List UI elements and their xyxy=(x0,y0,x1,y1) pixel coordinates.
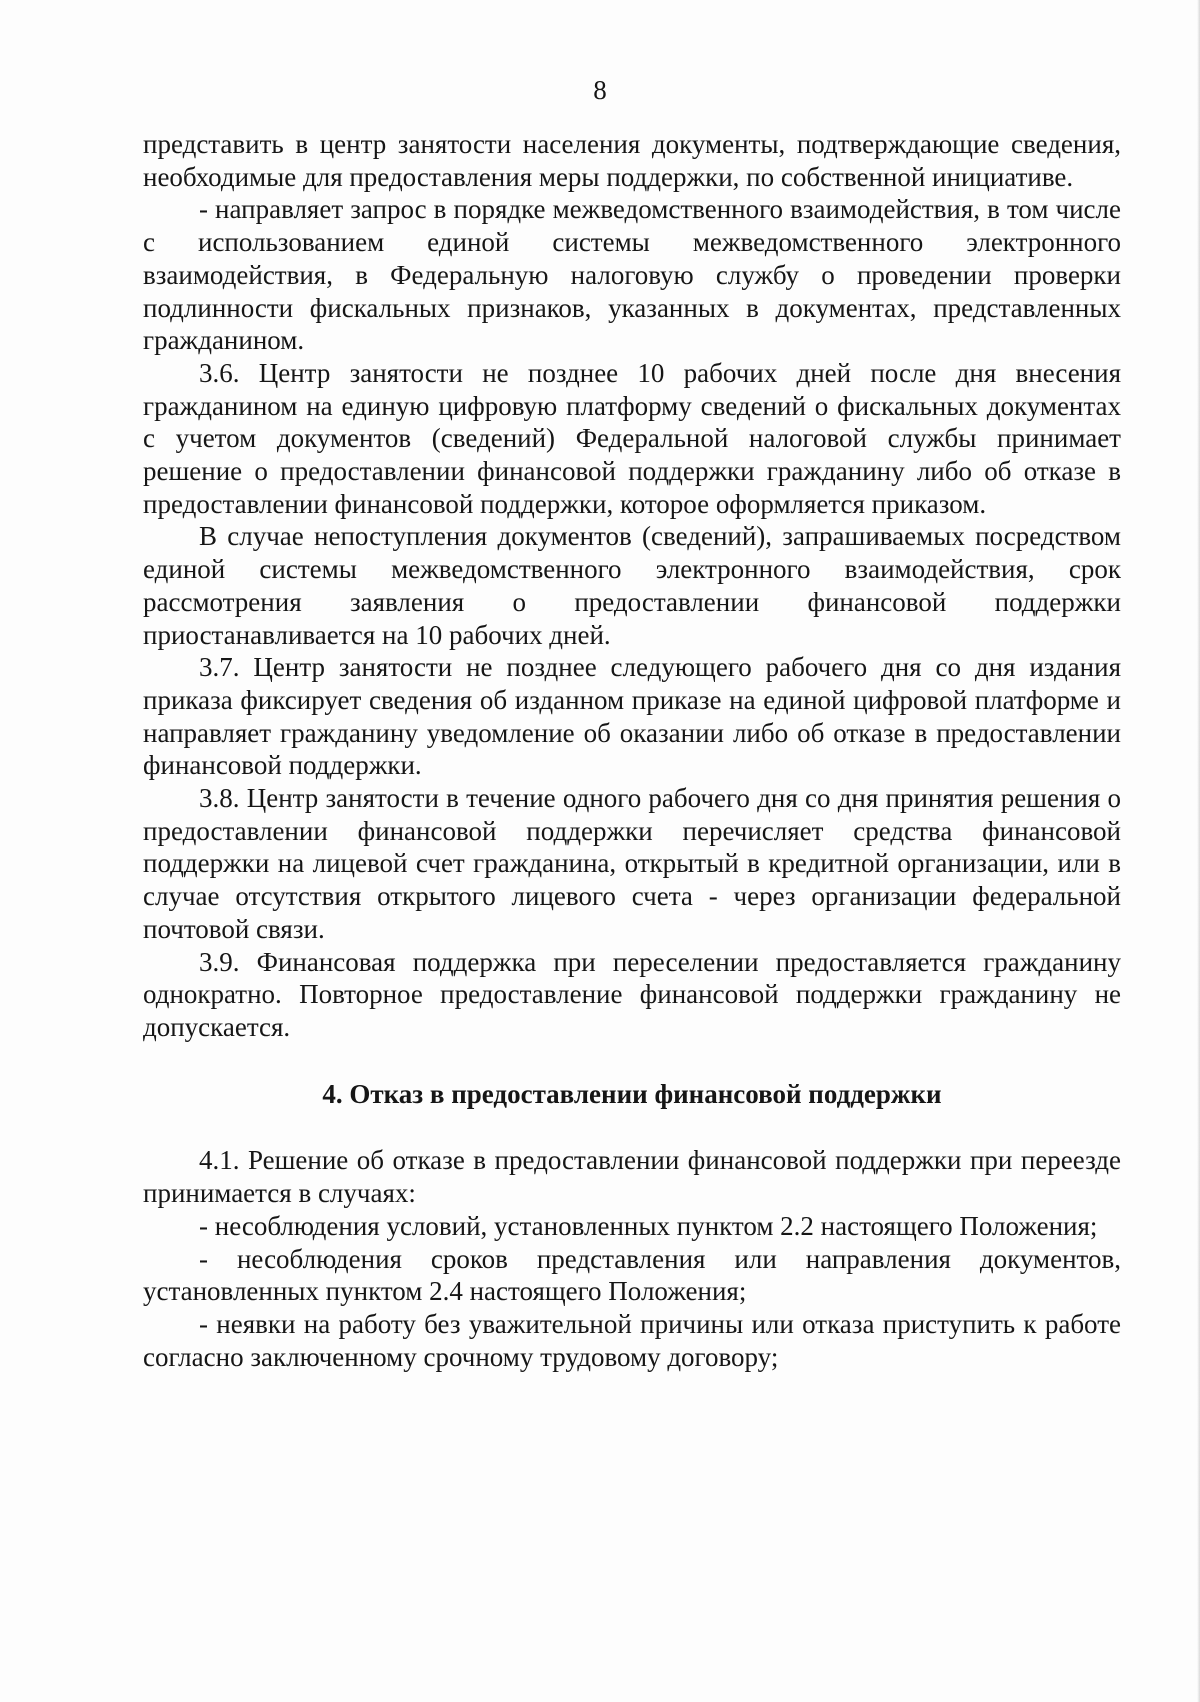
paragraph-4-1: 4.1. Решение об отказе в предоставлении финансовой поддержки при переезде принимается в случаях: xyxy=(143,1145,1121,1209)
paragraph-3-8: 3.8. Центр занятости в течение одного рабочего дня со дня принятия решения о предоставлении финансовой поддержки перечисляет средства финансовой поддержки на лицевой счет гражданина, открытый в кредитной организации, или в случае отсутствия открытого лицевого счета - через организации федеральной почтовой связи. xyxy=(143,783,1121,944)
list-item-deadlines: - несоблюдения сроков представления или направления документов, установленных пунктом 2.4 настоящего Положения; xyxy=(143,1243,1121,1307)
paragraph-3-6: 3.6. Центр занятости не позднее 10 рабочих дней после дня внесения гражданином на единую цифровую платформу сведений о фискальных документах с учетом документов (сведений) Федеральной налоговой службы принимает решение о предоставлении финансовой поддержки гражданину либо об отказе в предоставлении финансовой поддержки, которое оформляется приказом. xyxy=(143,357,1121,519)
document-body xyxy=(143,128,1121,1373)
page-number: 8 xyxy=(593,75,607,105)
paragraph-3-9: 3.9. Финансовая поддержка при переселении предоставляется гражданину однократно. Повторное предоставление финансовой поддержки гражданину не допускается. xyxy=(143,946,1121,1042)
list-item-conditions: - несоблюдения условий, установленных пунктом 2.2 настоящего Положения; xyxy=(199,1210,1098,1241)
section-heading: 4. Отказ в предоставлении финансовой поддержки xyxy=(322,1078,942,1109)
paragraph-continuation: представить в центр занятости населения документы, подтверждающие сведения, необходимые для предоставления меры поддержки, по собственной инициативе. xyxy=(143,129,1121,192)
paragraph-3-7: 3.7. Центр занятости не позднее следующего рабочего дня со дня издания приказа фиксирует сведения об изданном приказе на единой цифровой платформе и направляет гражданину уведомление об оказании либо об отказе в предоставлении финансовой поддержки. xyxy=(143,652,1121,781)
list-item-no-show: - неявки на работу без уважительной причины или отказа приступить к работе согласно заключенному срочному трудовому договору; xyxy=(143,1308,1121,1372)
paragraph-request-fns: - направляет запрос в порядке межведомственного взаимодействия, в том числе с использованием единой системы межведомственного электронного взаимодействия, в Федеральную налоговую службу о проведении проверки подлинности фискальных признаков, указанных в документах, представленных гражданином. xyxy=(143,194,1121,356)
paragraph-3-6-suspension: В случае непоступления документов (сведений), запрашиваемых посредством единой системы межведомственного электронного взаимодействия, срок рассмотрения заявления о предоставлении финансовой поддержки приостанавливается на 10 рабочих дней. xyxy=(143,521,1121,650)
